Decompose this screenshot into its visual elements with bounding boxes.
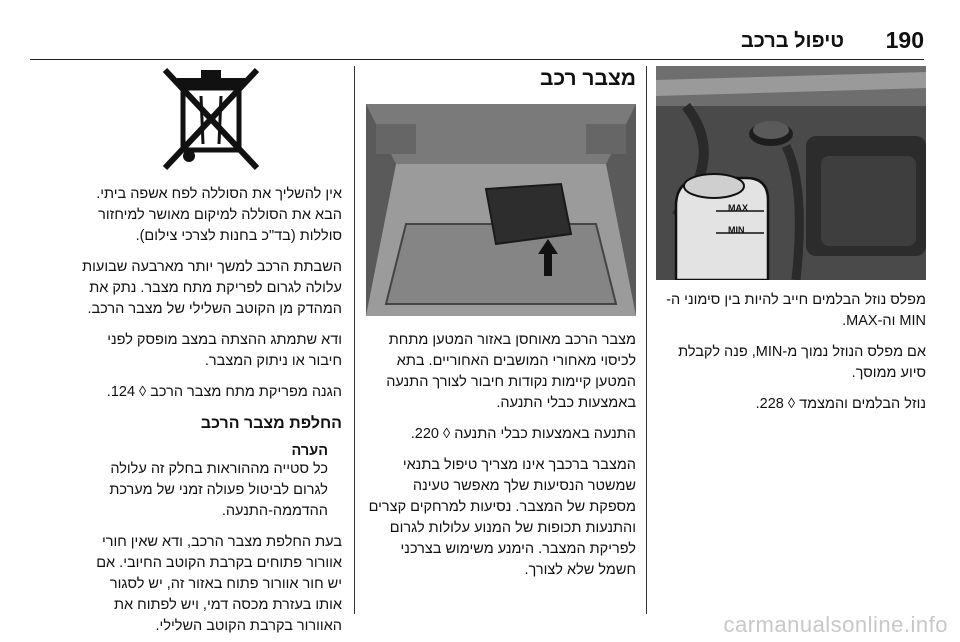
brake-fluid-reservoir-photo — [656, 66, 926, 280]
disposal-text: אין להשליך את הסוללה לפח אשפה ביתי. הבא את הסוללה למיקום מאושר למיחזור סוללות (בד"כ בחנות לצרכי צילום). — [96, 186, 342, 244]
right-column — [656, 66, 926, 415]
brake-fluid-reference: נוזל הבלמים והמצמד ◊ 228. — [755, 396, 926, 412]
crossed-bin-icon — [80, 66, 342, 174]
left-column — [80, 66, 342, 637]
middle-column — [366, 66, 636, 581]
jump-start-reference: התנעה באמצעות כבלי התנעה ◊ 220. — [410, 426, 636, 442]
replacement-text: בעת החלפת מצבר הרכב, ודא שאין חורי אוורור פתוחים בקרבת הקוטב החיובי. אם יש חור אוורור פתוח באזור זה, יש לסגור אותו בעזרת מכסה דמי, ויש לפתוח את האוורור בקרבת הקוטב השלילי. — [96, 534, 342, 634]
column-divider — [354, 66, 355, 614]
ignition-text: ודא שתמתג ההצתה במצב מופסק לפני חיבור או ניתוק המצבר. — [107, 332, 342, 369]
min-marking: MIN — [728, 225, 745, 235]
battery-replacement-title: החלפת מצבר הרכב — [200, 415, 342, 432]
section-title: טיפול ברכב — [740, 30, 844, 52]
disposal-symbol — [80, 66, 342, 174]
note-text: כל סטייה מההוראות בחלק זה עלולה לגרום לביטול פעולה זמני של מערכת ההדממה-התנעה. — [109, 461, 328, 519]
page-number: 190 — [885, 27, 924, 53]
max-marking: MAX — [728, 203, 748, 213]
long-storage-text: השבתת הרכב למשך יותר מארבעה שבועות עלולה לגרום לפריקת מתח מצבר. נתק את המהדק מן הקוטב השלילי של מצבר הרכב. — [82, 259, 342, 317]
battery-maintenance-text: המצבר ברכבך אינו מצריך טיפול בתנאי שמשטר הנסיעות שלך מאפשר טעינה מספקת של המצבר. נסיעות למרחקים קצרים והתנעות תכופות של המנוע עלולות לגרום לפריקת המצבר. הימנע משימוש בצרכני חשמל שלא לצורך. — [368, 457, 636, 578]
page-header — [30, 25, 924, 60]
note-label: הערה — [291, 443, 328, 459]
note-block — [80, 443, 342, 522]
column-divider — [646, 66, 647, 614]
battery-location-photo — [366, 104, 636, 316]
trunk-illustration — [366, 104, 636, 316]
watermark: carmanualsonline.info — [723, 612, 948, 637]
engine-bay-illustration — [656, 66, 926, 280]
battery-section-title: מצבר רכב — [540, 67, 636, 90]
brake-fluid-level-text: מפלס נוזל הבלמים חייב להיות בין סימוני ה-MIN וה-MAX. — [666, 292, 926, 329]
discharge-protection-reference: הגנה מפריקת מתח מצבר הרכב ◊ 124. — [106, 384, 342, 400]
battery-location-text: מצבר הרכב מאוחסן באזור המטען מתחת לכיסוי מאחורי המושבים האחוריים. בתא המטען קיימות נקודות חיבור לצורך התנעה באמצעות כבלי התנעה. — [386, 332, 636, 411]
brake-fluid-low-text: אם מפלס הנוזל נמוך מ-MIN, פנה לקבלת סיוע ממוסך. — [678, 344, 926, 381]
